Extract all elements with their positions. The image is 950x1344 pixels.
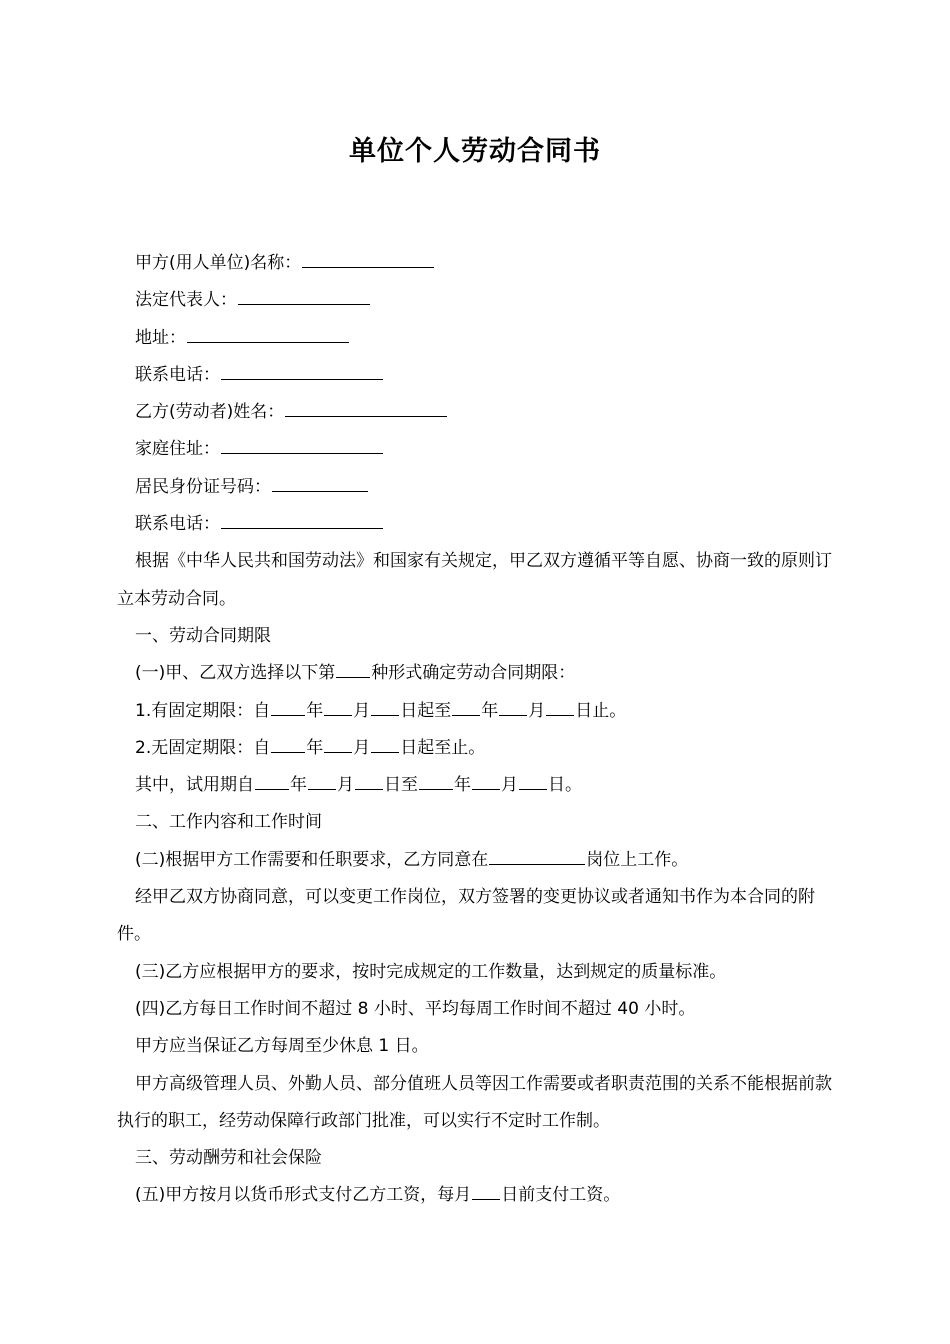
- month-text: 月: [337, 775, 354, 796]
- party-a-phone-label: 联系电话：: [135, 364, 220, 385]
- intro-paragraph: 根据《中华人民共和国劳动法》和国家有关规定，甲乙双方遵循平等自愿、协商一致的原则订立本劳动合同。: [117, 551, 832, 609]
- probation-end: 日。: [548, 775, 582, 796]
- position-line: [117, 842, 837, 879]
- term-type-blank[interactable]: [336, 662, 370, 678]
- fixed-term-end: 日止。: [575, 700, 627, 721]
- salary-prefix: (五)甲方按月以货币形式支付乙方工资，每月: [135, 1185, 472, 1206]
- change-paragraph: 经甲乙双方协商同意，可以变更工作岗位，双方签署的变更协议或者通知书作为本合同的附件。: [117, 887, 815, 945]
- position-prefix: (二)根据甲方工作需要和任职要求，乙方同意在: [135, 849, 489, 870]
- month-text: 月: [353, 737, 371, 758]
- flexible-hours-paragraph: 甲方高级管理人员、外勤人员、部分值班人员等因工作需要或者职责范围的关系不能根据前款执行的职工，经劳动保障行政部门批准，可以实行不定时工作制。: [117, 1073, 832, 1131]
- open-start-day-blank[interactable]: [371, 737, 399, 753]
- party-b-name-label: 乙方(劳动者)姓名：: [135, 402, 285, 423]
- party-b-phone-line: [117, 506, 837, 543]
- fixed-term-prefix: 1.有固定期限：自: [135, 700, 271, 721]
- party-b-id-blank[interactable]: [272, 476, 368, 492]
- fixed-end-month-blank[interactable]: [499, 700, 527, 716]
- party-a-name-blank[interactable]: [302, 252, 434, 268]
- party-a-rep-label: 法定代表人：: [135, 290, 237, 311]
- fixed-end-year-blank[interactable]: [452, 700, 480, 716]
- document-body: [117, 245, 837, 1215]
- probation-line: [117, 767, 837, 804]
- fixed-start-year-blank[interactable]: [271, 700, 305, 716]
- day-to-text: 日至: [384, 775, 418, 796]
- term-type-line: [117, 655, 837, 692]
- salary-suffix: 日前支付工资。: [501, 1185, 621, 1206]
- fixed-term-line: [117, 693, 837, 730]
- party-a-phone-line: [117, 357, 837, 394]
- probation-end-day-blank[interactable]: [519, 774, 547, 790]
- party-b-name-blank[interactable]: [285, 401, 447, 417]
- open-start-month-blank[interactable]: [324, 737, 352, 753]
- party-b-id-label: 居民身份证号码：: [135, 476, 271, 497]
- probation-start-month-blank[interactable]: [308, 774, 336, 790]
- party-a-address-blank[interactable]: [187, 327, 349, 343]
- year-text: 年: [306, 700, 324, 721]
- party-b-home-blank[interactable]: [221, 438, 383, 454]
- section3-heading: 三、劳动酬劳和社会保险: [135, 1148, 322, 1169]
- month-text: 月: [528, 700, 546, 721]
- day-from-text: 日起至: [400, 700, 452, 721]
- party-b-home-line: [117, 431, 837, 468]
- term-type-prefix: (一)甲、乙双方选择以下第: [135, 663, 336, 684]
- position-blank[interactable]: [489, 849, 585, 865]
- open-start-year-blank[interactable]: [271, 737, 305, 753]
- party-a-rep-line: [117, 282, 837, 319]
- rest-day-clause: 甲方应当保证乙方每周至少休息 1 日。: [135, 1036, 429, 1057]
- year-text: 年: [290, 775, 307, 796]
- year-text: 年: [306, 737, 324, 758]
- section2-heading: 二、工作内容和工作时间: [135, 812, 322, 833]
- salary-day-blank[interactable]: [472, 1184, 500, 1200]
- party-a-name-label: 甲方(用人单位)名称：: [135, 253, 302, 273]
- probation-start-year-blank[interactable]: [255, 774, 289, 790]
- month-text: 月: [353, 700, 371, 721]
- fixed-start-day-blank[interactable]: [371, 700, 399, 716]
- term-type-suffix: 种形式确定劳动合同期限：: [371, 663, 576, 684]
- party-a-name-line: [117, 245, 837, 282]
- party-a-address-line: [117, 320, 837, 357]
- party-b-id-line: [117, 469, 837, 506]
- salary-line: [117, 1177, 837, 1214]
- document-title: 单位个人劳动合同书: [349, 136, 601, 167]
- section1-heading: 一、劳动合同期限: [135, 625, 271, 646]
- party-a-phone-blank[interactable]: [221, 364, 383, 380]
- probation-prefix: 其中，试用期自: [135, 775, 254, 796]
- position-suffix: 岗位上工作。: [586, 849, 689, 870]
- probation-end-year-blank[interactable]: [419, 774, 453, 790]
- probation-end-month-blank[interactable]: [472, 774, 500, 790]
- quality-clause: (三)乙方应根据甲方的要求，按时完成规定的工作数量，达到规定的质量标准。: [135, 961, 727, 982]
- party-a-rep-blank[interactable]: [238, 289, 370, 305]
- working-hours-clause: (四)乙方每日工作时间不超过 8 小时、平均每周工作时间不超过 40 小时。: [135, 998, 696, 1019]
- open-term-prefix: 2.无固定期限：自: [135, 737, 271, 758]
- year-text: 年: [481, 700, 499, 721]
- party-b-home-label: 家庭住址：: [135, 439, 220, 460]
- year-text: 年: [454, 775, 471, 796]
- month-text: 月: [501, 775, 518, 796]
- party-b-name-line: [117, 394, 837, 431]
- open-term-end: 日起至止。: [400, 737, 486, 758]
- fixed-start-month-blank[interactable]: [324, 700, 352, 716]
- party-b-phone-blank[interactable]: [221, 513, 383, 529]
- fixed-end-day-blank[interactable]: [546, 700, 574, 716]
- probation-start-day-blank[interactable]: [355, 774, 383, 790]
- party-a-address-label: 地址：: [135, 327, 186, 348]
- party-b-phone-label: 联系电话：: [135, 514, 220, 535]
- open-term-line: [117, 730, 837, 767]
